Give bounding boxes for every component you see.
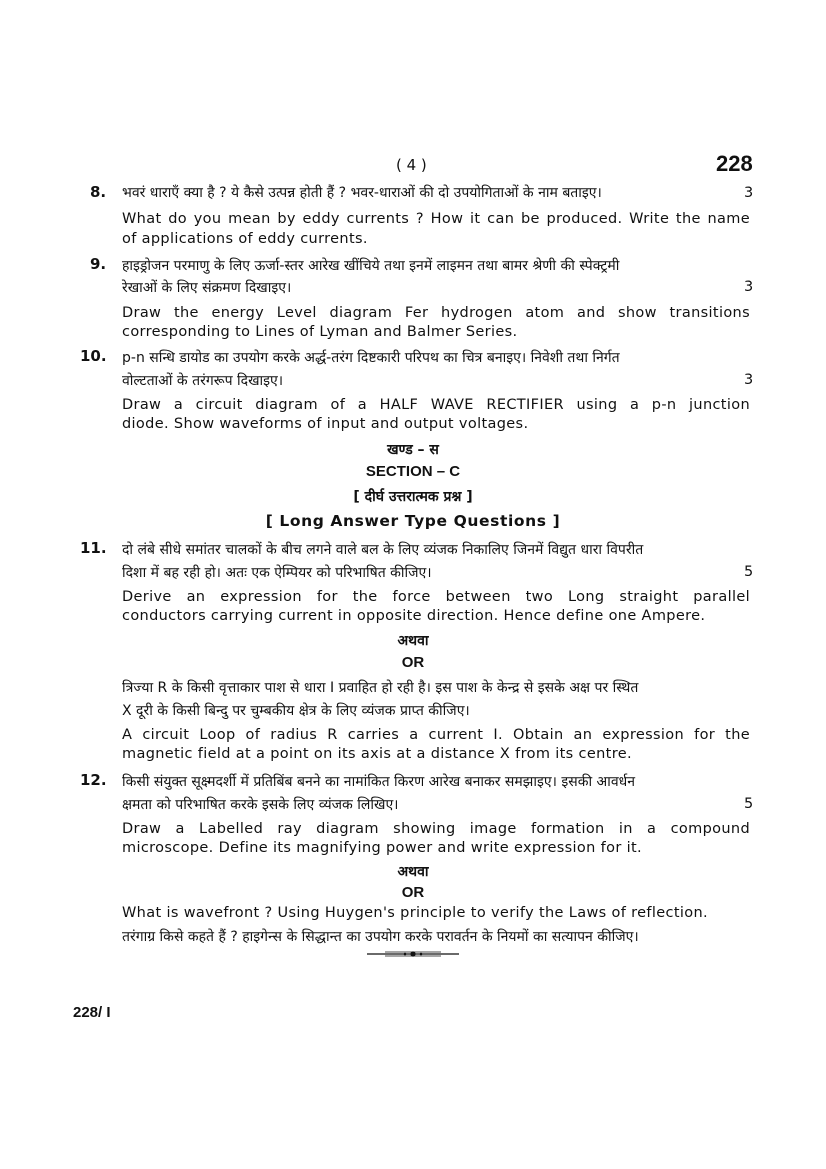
marks: 3	[744, 185, 754, 201]
question-english-text: corresponding to Lines of Lyman and Balmer Series.	[122, 324, 518, 340]
alternative-hindi-text: त्रिज्या R के किसी वृत्ताकार पाश से धारा I प्रवाहित हो रही है। इस पाश के केन्द्र से इसके अक्ष पर स्थित	[122, 680, 639, 696]
question-english-text: Derive an expression for the force between two Long straight parallel	[122, 589, 750, 605]
or-hindi: अथवा	[397, 864, 429, 880]
question-hindi-text: रेखाओं के लिए संक्रमण दिखाइए।	[122, 280, 292, 296]
alternative-english-text: magnetic field at a point on its axis at a distance X from its centre.	[122, 746, 632, 762]
question-english-text: Draw a circuit diagram of a HALF WAVE RECTIFIER using a p-n junction	[122, 397, 750, 413]
section-hindi-subtitle: [ दीर्घ उत्तरात्मक प्रश्न ]	[353, 489, 473, 505]
question-number: 12.	[80, 771, 107, 789]
question-english-text: What do you mean by eddy currents ? How it can be produced. Write the name	[122, 211, 750, 227]
question-hindi-text: क्षमता को परिभाषित करके इसके लिए व्यंजक लिखिए।	[122, 797, 399, 813]
question-number: 10.	[80, 347, 107, 365]
question-hindi-text: दो लंबे सीधे समांतर चालकों के बीच लगने वाले बल के लिए व्यंजक निकालिए जिनमें विद्युत धारा विपरीत	[122, 542, 644, 558]
question-hindi-text: किसी संयुक्त सूक्ष्मदर्शी में प्रतिबिंब बनने का नामांकित किरण आरेख बनाकर समझाइए। इसकी आवर्धन	[122, 774, 635, 790]
section-hindi-title: खण्ड – स	[387, 442, 439, 458]
alternative-english-text: What is wavefront ? Using Huygen's principle to verify the Laws of reflection.	[122, 905, 708, 921]
question-number: 8.	[90, 183, 107, 201]
footer-code: 228/ I	[73, 1004, 111, 1021]
or-hindi: अथवा	[397, 633, 429, 649]
or-english: OR	[401, 654, 425, 671]
question-english-text: Draw the energy Level diagram Fer hydrogen atom and show transitions	[122, 305, 750, 321]
question-english-text: of applications of eddy currents.	[122, 231, 368, 247]
question-hindi-text: वोल्टताओं के तरंगरूप दिखाइए।	[122, 373, 284, 389]
question-english-text: Draw a Labelled ray diagram showing image formation in a compound	[122, 821, 750, 837]
marks: 5	[744, 564, 754, 580]
alternative-english-text: A circuit Loop of radius R carries a current I. Obtain an expression for the	[122, 727, 750, 743]
paper-code: 228	[716, 151, 753, 176]
section-title: SECTION – C	[365, 463, 461, 480]
question-english-text: diode. Show waveforms of input and output voltages.	[122, 416, 529, 432]
question-english-text: microscope. Define its magnifying power and write expression for it.	[122, 840, 642, 856]
question-hindi-text: दिशा में बह रही हो। अतः एक ऐम्पियर को परिभाषित कीजिए।	[122, 565, 432, 581]
alternative-hindi-text: X दूरी के किसी बिन्दु पर चुम्बकीय क्षेत्र के लिए व्यंजक प्राप्त कीजिए।	[122, 703, 470, 719]
end-ornament-icon	[365, 949, 461, 959]
question-english-text: conductors carrying current in opposite direction. Hence define one Ampere.	[122, 608, 706, 624]
question-hindi-text: भवरं धाराएँ क्या है ? ये कैसे उत्पन्न होती हैं ? भवर-धाराओं की दो उपयोगिताओं के नाम बताइए।	[122, 185, 602, 201]
question-hindi-text: हाइड्रोजन परमाणु के लिए ऊर्जा-स्तर आरेख खींचिये तथा इनमें लाइमन तथा बामर श्रेणी की स्पेक्ट्रमी	[122, 258, 620, 274]
question-number: 11.	[80, 539, 107, 557]
question-hindi-text: p-n सन्धि डायोड का उपयोग करके अर्द्ध-तरंग दिष्टकारी परिपथ का चित्र बनाइए। निवेशी तथा निर्गत	[122, 350, 620, 366]
marks: 5	[744, 796, 754, 812]
question-number: 9.	[90, 255, 107, 273]
or-english: OR	[401, 884, 425, 901]
alternative-hindi-text: तरंगाग्र किसे कहते हैं ? हाइगेन्स के सिद्धान्त का उपयोग करके परावर्तन के नियमों का सत्यापन कीजिए।	[122, 929, 639, 945]
marks: 3	[744, 372, 754, 388]
section-subtitle: [ Long Answer Type Questions ]	[265, 512, 561, 530]
marks: 3	[744, 279, 754, 295]
page-number: ( 4 )	[396, 156, 427, 174]
